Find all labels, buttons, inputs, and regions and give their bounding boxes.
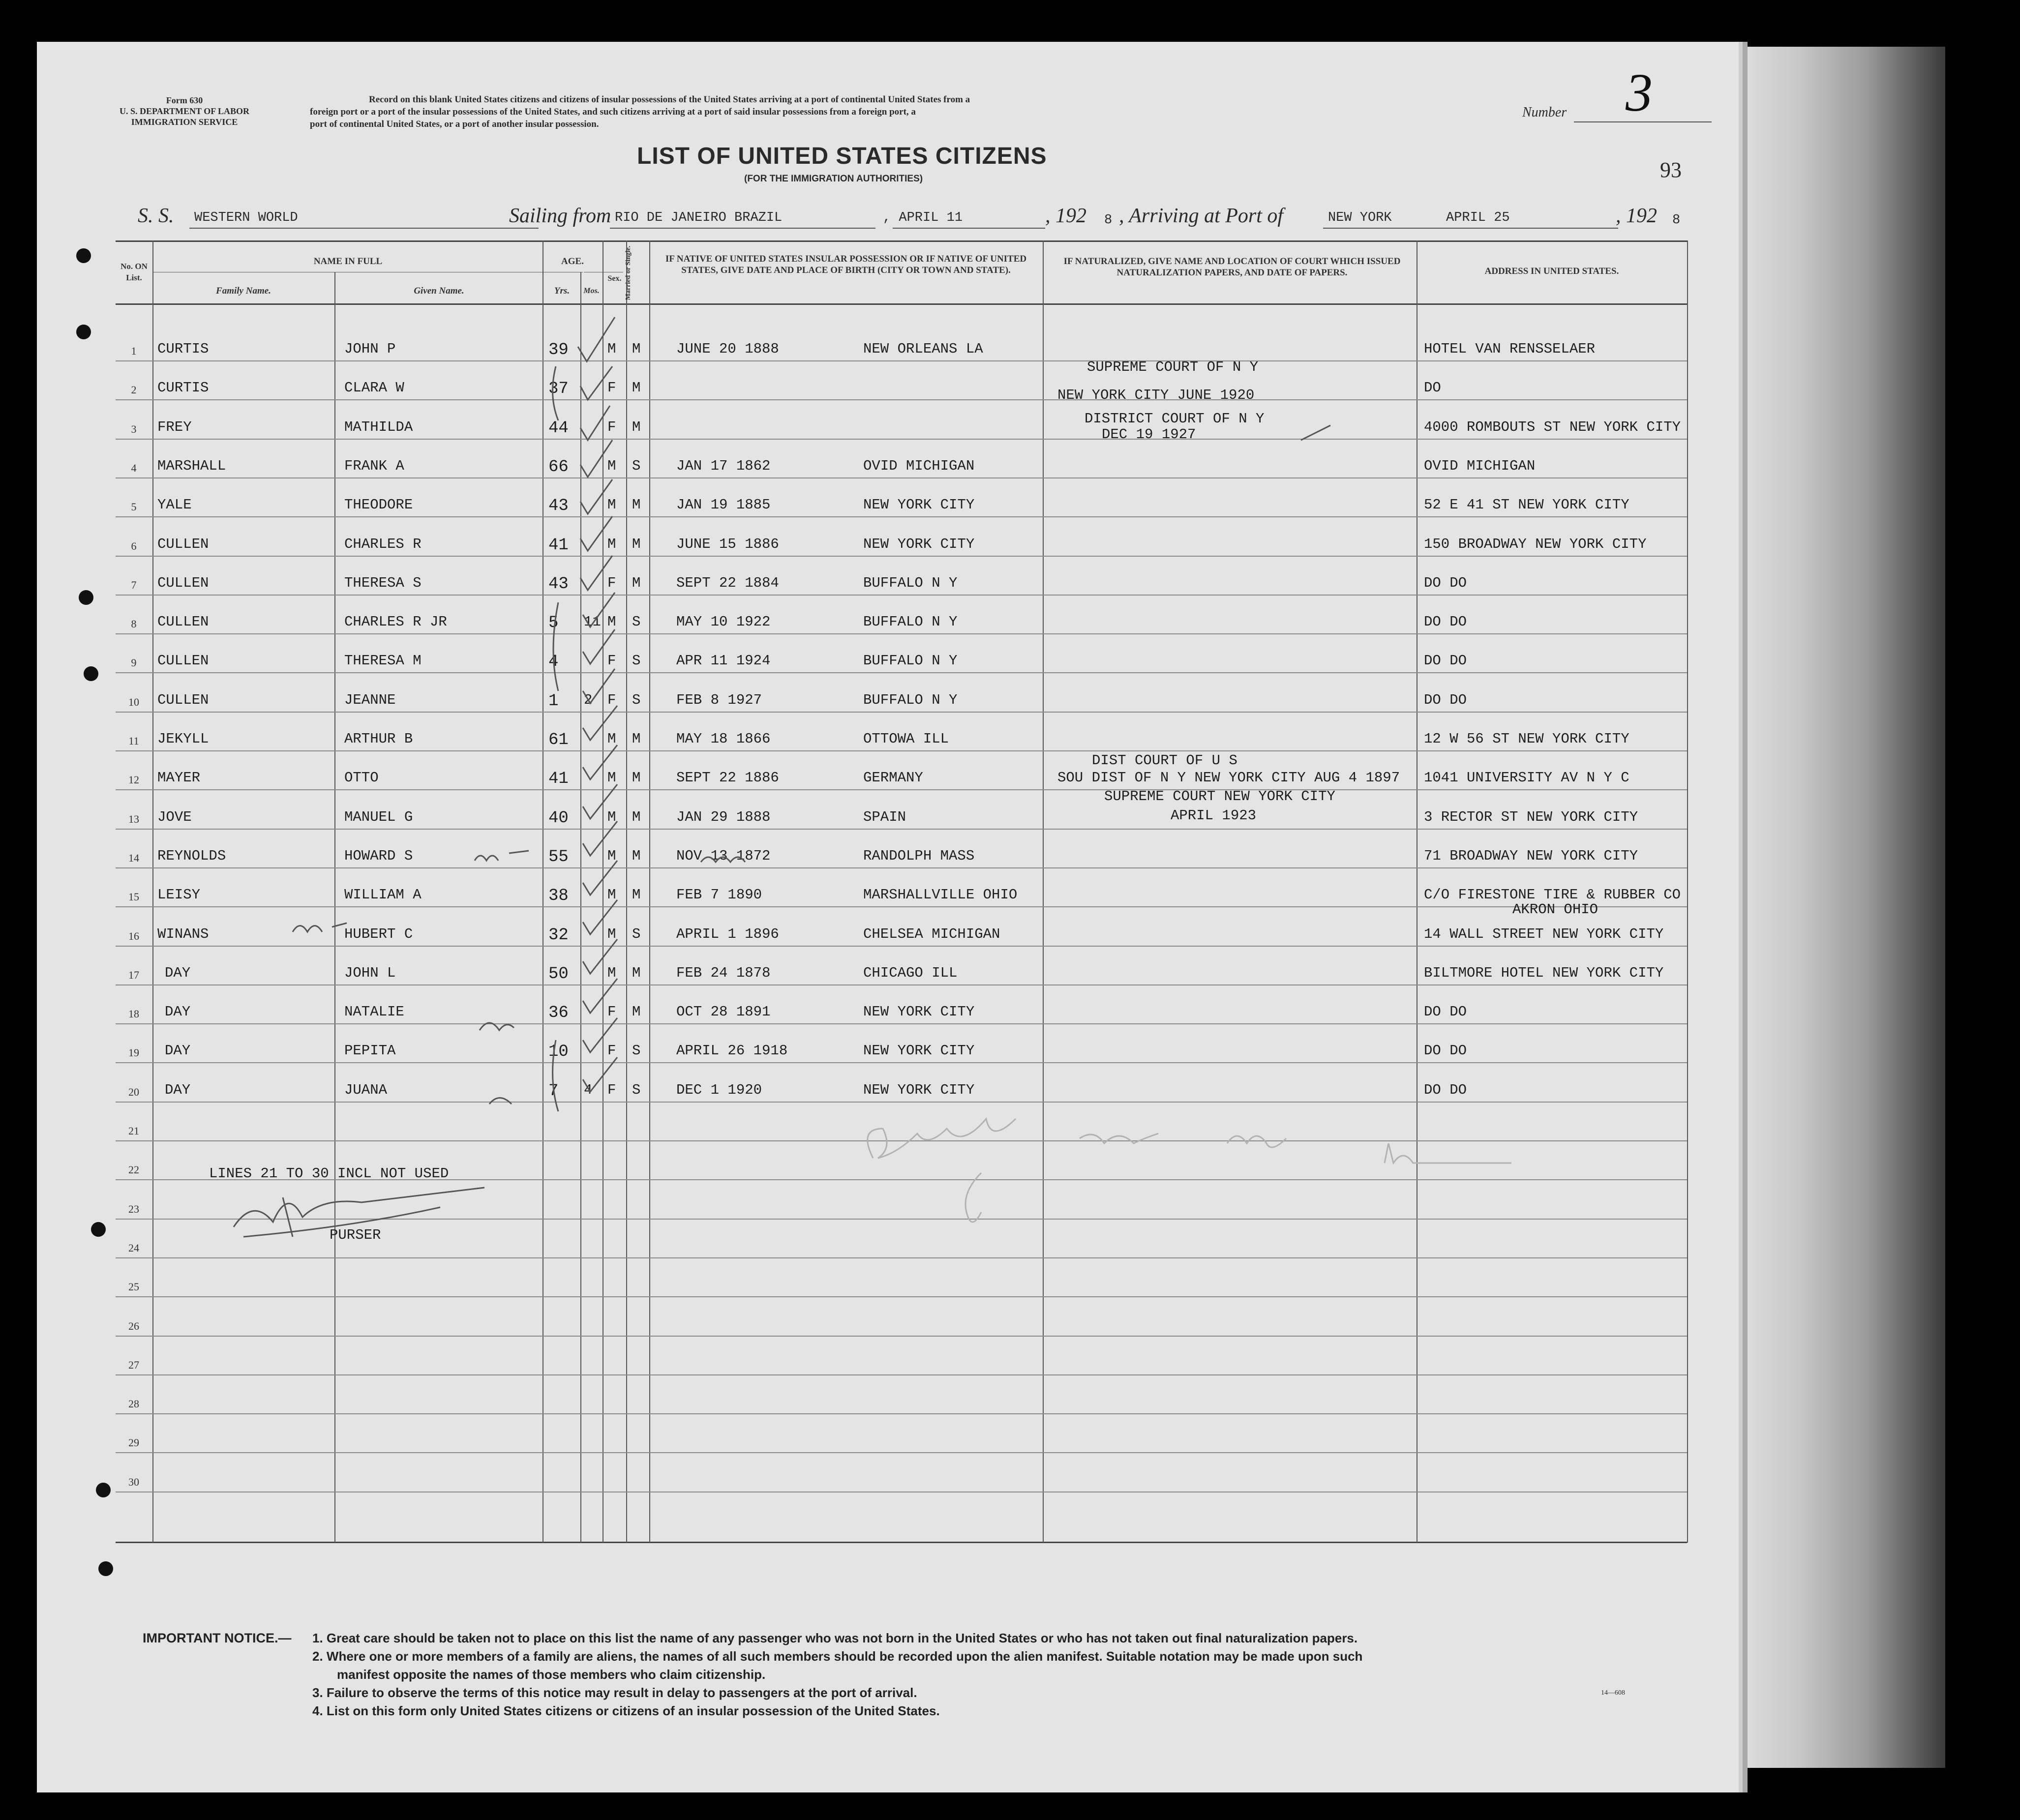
addr-cell: DO DO <box>1424 614 1467 630</box>
given-name-cell: CHARLES R <box>344 536 422 552</box>
record-line-1: Record on this blank United States citizens and citizens of insular possessions of the United States arriving at a port of continental United States from a <box>369 94 970 105</box>
row-number: 25 <box>128 1281 139 1293</box>
manifest-page <box>37 42 1739 1792</box>
family-name-cell: JEKYLL <box>157 731 209 747</box>
given-name-cell: NATALIE <box>344 1004 404 1020</box>
row-number: 8 <box>131 618 137 630</box>
row-number: 17 <box>128 968 139 981</box>
family-name-cell: CULLEN <box>157 574 209 591</box>
bplace-cell: NEW ORLEANS LA <box>863 341 983 357</box>
department-name: U. S. DEPARTMENT OF LABOR <box>119 106 250 116</box>
bplace-cell: OTTOWA ILL <box>863 731 949 747</box>
given-name-cell: HOWARD S <box>344 847 413 864</box>
bdate-cell: JAN 29 1888 <box>676 808 771 825</box>
given-name-cell: MATHILDA <box>344 418 413 435</box>
row-number: 2 <box>131 384 137 396</box>
given-name-cell: JUANA <box>344 1081 388 1098</box>
addr-cell: DO DO <box>1424 1081 1467 1098</box>
yrs-cell: 61 <box>548 731 569 749</box>
sex-cell: F <box>607 691 616 708</box>
bdate-cell: FEB 8 1927 <box>676 691 762 708</box>
col-header-mos: Mos. <box>583 287 600 295</box>
mos-cell: 11 <box>584 614 601 630</box>
sailing-label: Sailing from <box>509 205 611 227</box>
arrival-port: NEW YORK <box>1328 210 1392 225</box>
addr-cell: 1041 UNIVERSITY AV N Y C <box>1424 770 1629 786</box>
family-name-cell: WINANS <box>157 925 209 942</box>
yrs-cell: 32 <box>548 925 569 945</box>
addr-cell: 150 BROADWAY NEW YORK CITY <box>1424 536 1647 552</box>
family-name-cell: CURTIS <box>157 341 209 357</box>
bdate-cell: JAN 17 1862 <box>676 457 771 474</box>
addr-cell: DO DO <box>1424 1004 1467 1020</box>
service-name: IMMIGRATION SERVICE <box>131 117 238 127</box>
nat-note: DIST COURT OF U S <box>1092 752 1237 769</box>
yrs-cell: 55 <box>548 847 569 866</box>
bplace-cell: NEW YORK CITY <box>863 497 975 513</box>
arrival-date: APRIL 25 <box>1446 210 1510 225</box>
addr-cell: OVID MICHIGAN <box>1424 457 1536 474</box>
col-header-sex: Sex. <box>607 274 622 283</box>
given-name-cell: WILLIAM A <box>344 887 422 903</box>
given-name-cell: MANUEL G <box>344 808 413 825</box>
addr-cell: DO DO <box>1424 653 1467 669</box>
bplace-cell: GERMANY <box>863 770 923 786</box>
addr-cell: DO DO <box>1424 574 1467 591</box>
number-label: Number <box>1522 105 1567 120</box>
bplace-cell: RANDOLPH MASS <box>863 847 975 864</box>
sex-cell: F <box>607 1004 616 1020</box>
bdate-cell: DEC 1 1920 <box>676 1081 762 1098</box>
family-name-cell: JOVE <box>157 808 192 825</box>
record-line-2: foreign port or a port of the insular possessions of the United States, and such citizens arriving at a port of said insular possessions from a foreign port, a <box>310 107 916 117</box>
arrival-year-prefix: , 192 <box>1616 205 1657 227</box>
row-number: 24 <box>128 1241 139 1254</box>
yrs-cell: 41 <box>548 770 569 789</box>
nat-note: NEW YORK CITY JUNE 1920 <box>1057 387 1255 403</box>
ms-cell: S <box>632 457 641 474</box>
yrs-cell: 4 <box>548 653 559 672</box>
family-name-cell: MAYER <box>157 770 201 786</box>
sex-cell: F <box>607 380 616 396</box>
bplace-cell: MARSHALLVILLE OHIO <box>863 887 1018 903</box>
given-name-cell: JOHN P <box>344 341 396 357</box>
given-name-cell: CLARA W <box>344 380 404 396</box>
notice-item-3: 3. Failure to observe the terms of this notice may result in delay to passengers at the port of arrival. <box>312 1685 917 1700</box>
ms-cell: S <box>632 653 641 669</box>
given-name-cell: JEANNE <box>344 691 396 708</box>
addr-cell: 3 RECTOR ST NEW YORK CITY <box>1424 808 1638 825</box>
ms-cell: M <box>632 380 641 396</box>
addr-cell: 14 WALL STREET NEW YORK CITY <box>1424 925 1664 942</box>
addr-cell: 52 E 41 ST NEW YORK CITY <box>1424 497 1629 513</box>
bdate-cell: SEPT 22 1886 <box>676 770 779 786</box>
bdate-cell: JAN 19 1885 <box>676 497 771 513</box>
bdate-cell: APRIL 26 1918 <box>676 1043 788 1059</box>
yrs-cell: 38 <box>548 887 569 906</box>
given-name-cell: THEODORE <box>344 497 413 513</box>
row-number: 20 <box>128 1085 139 1098</box>
notice-item-4: 4. List on this form only United States citizens or citizens of an insular possession of the United States. <box>312 1703 940 1718</box>
notice-heading: IMPORTANT NOTICE.— <box>143 1631 292 1645</box>
yrs-cell: 40 <box>548 808 569 828</box>
family-name-cell: CULLEN <box>157 536 209 552</box>
lines-not-used-note: LINES 21 TO 30 INCL NOT USED <box>209 1165 449 1182</box>
sex-cell: F <box>607 418 616 435</box>
row-number: 30 <box>128 1475 139 1488</box>
addr-cell: 4000 ROMBOUTS ST NEW YORK CITY <box>1424 418 1681 435</box>
sex-cell: F <box>607 574 616 591</box>
mos-cell: 4 <box>584 1081 593 1098</box>
notice-item-2: 2. Where one or more members of a family are aliens, the names of all such members should be recorded upon the alien manifest. Suitable notation may be made upon such <box>312 1649 1363 1664</box>
row-number: 26 <box>128 1319 139 1332</box>
col-header-no: No. ON List. <box>121 262 148 282</box>
row-number: 3 <box>131 422 137 435</box>
addr-cell: DO <box>1424 380 1441 396</box>
col-header-address: ADDRESS IN UNITED STATES. <box>1484 266 1619 276</box>
yrs-cell: 41 <box>548 536 569 555</box>
row-number: 5 <box>131 501 137 513</box>
nat-note: SUPREME COURT NEW YORK CITY <box>1104 788 1335 805</box>
nat-note: APRIL 1923 <box>1171 807 1257 824</box>
bdate-cell: MAY 10 1922 <box>676 614 771 630</box>
row-number: 19 <box>128 1046 139 1059</box>
ms-cell: M <box>632 887 641 903</box>
bdate-cell: SEPT 22 1884 <box>676 574 779 591</box>
sail-date: , APRIL 11 <box>883 210 963 225</box>
nat-note: SUPREME COURT OF N Y <box>1087 359 1259 375</box>
col-header-married: Married or Single. <box>625 245 632 300</box>
record-line-3: port of continental United States, or a port of another insular possession. <box>310 119 599 129</box>
ms-cell: S <box>632 925 641 942</box>
bplace-cell: OVID MICHIGAN <box>863 457 975 474</box>
bdate-cell: FEB 7 1890 <box>676 887 762 903</box>
sex-cell: M <box>607 770 616 786</box>
given-name-cell: THERESA S <box>344 574 422 591</box>
page-number: 93 <box>1660 158 1682 182</box>
given-name-cell: THERESA M <box>344 653 422 669</box>
yrs-cell: 5 <box>548 614 559 633</box>
ms-cell: M <box>632 731 641 747</box>
row-number: 15 <box>128 891 139 903</box>
addr-cell: C/O FIRESTONE TIRE & RUBBER CO <box>1424 887 1681 903</box>
bdate-cell: NOV 13 1872 <box>676 847 771 864</box>
notice-item-2b: manifest opposite the names of those members who claim citizenship. <box>337 1667 766 1682</box>
number-value: 3 <box>1626 62 1653 122</box>
form-code: 14—608 <box>1601 1689 1625 1697</box>
bplace-cell: NEW YORK CITY <box>863 536 975 552</box>
row-number: 21 <box>128 1125 139 1137</box>
yrs-cell: 66 <box>548 457 569 477</box>
ms-cell: M <box>632 497 641 513</box>
family-name-cell: CULLEN <box>157 653 209 669</box>
addr-line2-cell: AKRON OHIO <box>1512 901 1598 918</box>
addr-cell: 71 BROADWAY NEW YORK CITY <box>1424 847 1638 864</box>
page-stack-edges <box>1739 47 1945 1768</box>
bplace-cell: BUFFALO N Y <box>863 691 958 708</box>
row-number: 1 <box>131 345 137 357</box>
yrs-cell: 39 <box>548 341 569 359</box>
col-header-family: Family Name. <box>216 286 271 296</box>
bdate-cell: MAY 18 1866 <box>676 731 771 747</box>
purser-label: PURSER <box>330 1227 381 1243</box>
row-number: 23 <box>128 1202 139 1215</box>
ms-cell: M <box>632 1004 641 1020</box>
family-name-cell: YALE <box>157 497 192 513</box>
col-header-nat: IF NATURALIZED, GIVE NAME AND LOCATION OF COURT WHICH ISSUED NATURALIZATION PAPERS, AND DATE OF PAPERS. <box>1063 256 1401 278</box>
page-subtitle: (FOR THE IMMIGRATION AUTHORITIES) <box>744 174 923 184</box>
sex-cell: M <box>607 341 616 357</box>
yrs-cell: 36 <box>548 1004 569 1023</box>
sex-cell: M <box>607 731 616 747</box>
row-number: 14 <box>128 851 139 864</box>
nat-note: SOU DIST OF N Y NEW YORK CITY AUG 4 1897 <box>1057 770 1400 786</box>
addr-cell: 12 W 56 ST NEW YORK CITY <box>1424 731 1629 747</box>
addr-cell: HOTEL VAN RENSSELAER <box>1424 341 1596 357</box>
ms-cell: M <box>632 418 641 435</box>
row-number: 7 <box>131 578 137 591</box>
bdate-cell: OCT 28 1891 <box>676 1004 771 1020</box>
row-number: 4 <box>131 461 137 474</box>
bplace-cell: NEW YORK CITY <box>863 1004 975 1020</box>
family-name-cell: FREY <box>157 418 192 435</box>
row-number: 6 <box>131 539 137 552</box>
col-header-given: Given Name. <box>414 286 464 296</box>
row-number: 18 <box>128 1008 139 1020</box>
yrs-cell: 50 <box>548 964 569 984</box>
bplace-cell: BUFFALO N Y <box>863 614 958 630</box>
bplace-cell: NEW YORK CITY <box>863 1043 975 1059</box>
ss-label: S. S. <box>138 205 174 227</box>
ms-cell: M <box>632 964 641 981</box>
nat-note: DISTRICT COURT OF N Y <box>1085 411 1265 427</box>
mos-cell: 2 <box>584 691 593 708</box>
bdate-cell: APRIL 1 1896 <box>676 925 779 942</box>
yrs-cell: 37 <box>548 380 569 399</box>
row-number: 13 <box>128 812 139 825</box>
col-header-age: AGE. <box>561 256 584 267</box>
sex-cell: M <box>607 536 616 552</box>
addr-cell: DO DO <box>1424 691 1467 708</box>
bdate-cell: FEB 24 1878 <box>676 964 771 981</box>
sex-cell: M <box>607 887 616 903</box>
addr-cell: DO DO <box>1424 1043 1467 1059</box>
row-number: 10 <box>128 695 139 708</box>
row-number: 11 <box>128 735 139 747</box>
bplace-cell: CHICAGO ILL <box>863 964 958 981</box>
sex-cell: M <box>607 964 616 981</box>
yrs-cell: 10 <box>548 1043 569 1062</box>
given-name-cell: ARTHUR B <box>344 731 413 747</box>
bdate-cell: APR 11 1924 <box>676 653 771 669</box>
given-name-cell: PEPITA <box>344 1043 396 1059</box>
from-port: RIO DE JANEIRO BRAZIL <box>615 210 783 225</box>
ms-cell: M <box>632 770 641 786</box>
row-number: 29 <box>128 1436 139 1449</box>
col-header-birth: IF NATIVE OF UNITED STATES INSULAR POSSESSION OR IF NATIVE OF UNITED STATES, GIVE DATE AND PLACE OF BIRTH (CITY OR TOWN AND STATE). <box>665 254 1027 275</box>
yrs-cell: 44 <box>548 418 569 438</box>
sex-cell: M <box>607 925 616 942</box>
family-name-cell: DAY <box>165 964 191 981</box>
given-name-cell: JOHN L <box>344 964 396 981</box>
family-name-cell: DAY <box>165 1004 191 1020</box>
family-name-cell: CULLEN <box>157 614 209 630</box>
sail-year-prefix: , 192 <box>1045 205 1086 227</box>
family-name-cell: DAY <box>165 1043 191 1059</box>
row-number: 9 <box>131 656 137 669</box>
bplace-cell: NEW YORK CITY <box>863 1081 975 1098</box>
ms-cell: S <box>632 614 641 630</box>
row-number: 16 <box>128 929 139 942</box>
bplace-cell: BUFFALO N Y <box>863 574 958 591</box>
yrs-cell: 43 <box>548 497 569 516</box>
col-header-name: NAME IN FULL <box>313 256 383 267</box>
family-name-cell: DAY <box>165 1081 191 1098</box>
nat-note: DEC 19 1927 <box>1102 426 1196 443</box>
form-number: Form 630 <box>166 95 203 105</box>
yrs-cell: 7 <box>548 1081 559 1101</box>
yrs-cell: 1 <box>548 691 559 711</box>
row-number: 27 <box>128 1358 139 1371</box>
ms-cell: M <box>632 341 641 357</box>
ms-cell: M <box>632 536 641 552</box>
sail-year-digit: 8 <box>1104 213 1113 228</box>
notice-item-1: 1. Great care should be taken not to place on this list the name of any passenger who was not born in the United States or who has not taken out final naturalization papers. <box>312 1631 1358 1645</box>
sex-cell: M <box>607 497 616 513</box>
ms-cell: S <box>632 691 641 708</box>
bdate-cell: JUNE 20 1888 <box>676 341 779 357</box>
arrival-year-digit: 8 <box>1672 213 1681 228</box>
family-name-cell: REYNOLDS <box>157 847 226 864</box>
ms-cell: M <box>632 574 641 591</box>
row-number: 28 <box>128 1398 139 1410</box>
given-name-cell: CHARLES R JR <box>344 614 447 630</box>
sex-cell: M <box>607 457 616 474</box>
ms-cell: S <box>632 1043 641 1059</box>
family-name-cell: CURTIS <box>157 380 209 396</box>
ms-cell: M <box>632 808 641 825</box>
ship-name: WESTERN WORLD <box>194 210 298 225</box>
sex-cell: F <box>607 1081 616 1098</box>
sex-cell: M <box>607 808 616 825</box>
page-title: LIST OF UNITED STATES CITIZENS <box>637 143 1047 169</box>
bplace-cell: BUFFALO N Y <box>863 653 958 669</box>
given-name-cell: HUBERT C <box>344 925 413 942</box>
family-name-cell: LEISY <box>157 887 201 903</box>
family-name-cell: MARSHALL <box>157 457 226 474</box>
addr-cell: BILTMORE HOTEL NEW YORK CITY <box>1424 964 1664 981</box>
bplace-cell: CHELSEA MICHIGAN <box>863 925 1000 942</box>
bplace-cell: SPAIN <box>863 808 906 825</box>
bdate-cell: JUNE 15 1886 <box>676 536 779 552</box>
family-name-cell: CULLEN <box>157 691 209 708</box>
given-name-cell: FRANK A <box>344 457 404 474</box>
given-name-cell: OTTO <box>344 770 379 786</box>
arriving-label: , Arriving at Port of <box>1119 205 1284 227</box>
sex-cell: M <box>607 847 616 864</box>
sex-cell: F <box>607 1043 616 1059</box>
ms-cell: M <box>632 847 641 864</box>
sex-cell: M <box>607 614 616 630</box>
handwriting-marks <box>37 42 1739 1792</box>
row-number: 12 <box>128 774 139 786</box>
row-number: 22 <box>128 1164 139 1176</box>
col-header-yrs: Yrs. <box>554 286 570 296</box>
yrs-cell: 43 <box>548 574 569 594</box>
sex-cell: F <box>607 653 616 669</box>
ms-cell: S <box>632 1081 641 1098</box>
